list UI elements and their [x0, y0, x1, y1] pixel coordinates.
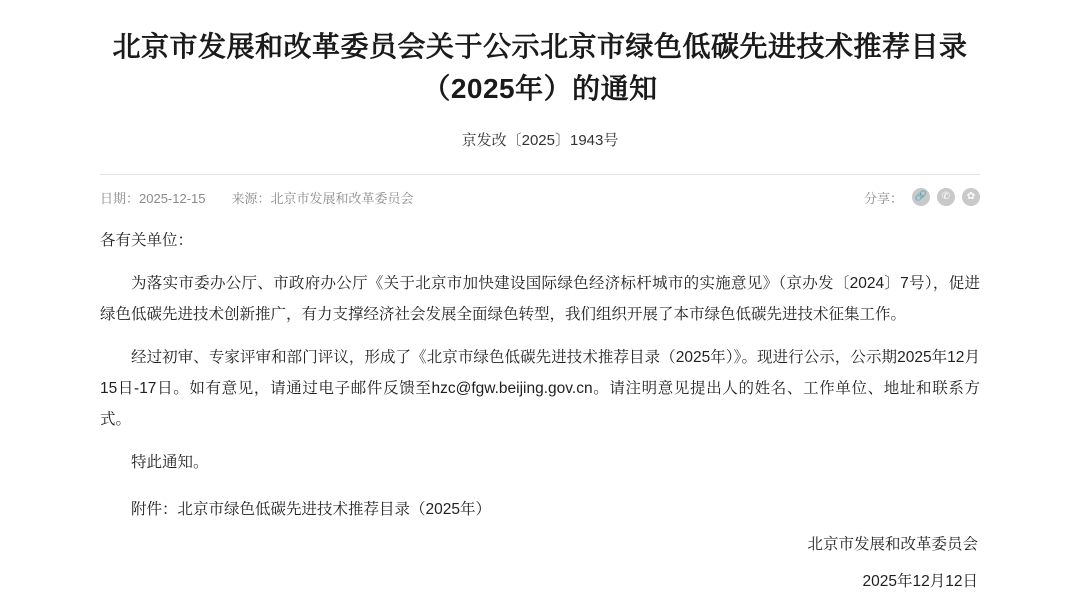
share-label: 分享： [863, 190, 903, 206]
attachment-line[interactable]: 附件：北京市绿色低碳先进技术推荐目录（2025年） [131, 501, 491, 518]
paragraph-3: 特此通知。 [131, 454, 209, 471]
signature-organization: 北京市发展和改革委员会 [807, 536, 978, 553]
signature-block [100, 529, 980, 597]
salutation: 各有关单位： [100, 232, 194, 249]
document-body [100, 0, 980, 608]
paragraph-2: 经过初审、专家评审和部门评议，形成了《北京市绿色低碳先进技术推荐目录（2025年）》。现进行公示，公示期2025年12月15日-17日。如有意见，请通过电子邮件反馈至hzc@fgw.beijing.gov.cn。请注明意见提出人的姓名、工作单位、地址和联系方式。 [100, 349, 980, 428]
publish-source: 来源：北京市发展和改革委员会 [231, 190, 414, 206]
paragraph-1: 为落实市委办公厅、市政府办公厅《关于北京市加快建设国际绿色经济标杆城市的实施意见》（京办发〔2024〕7号），促进绿色低碳先进技术创新推广，有力支撑经济社会发展全面绿色转型，我们组织开展了本市绿色低碳先进技术征集工作。 [100, 275, 980, 323]
link-icon[interactable]: 🔗 [912, 188, 930, 206]
document-content [100, 225, 980, 597]
document-number: 京发改〔2025〕1943号 [461, 132, 619, 149]
share-bar [864, 175, 980, 219]
weibo-icon[interactable]: ✿ [962, 188, 980, 206]
wechat-icon[interactable]: ✆ [937, 188, 955, 206]
page-title: 北京市发展和改革委员会关于公示北京市绿色低碳先进技术推荐目录 （2025年）的通知 [112, 31, 968, 104]
page-right-margin [980, 0, 1080, 608]
page-left-margin [0, 0, 100, 608]
document-meta [100, 175, 980, 219]
signature-date: 2025年12月12日 [862, 573, 978, 590]
publish-date: 日期：2025-12-15 [100, 190, 206, 206]
